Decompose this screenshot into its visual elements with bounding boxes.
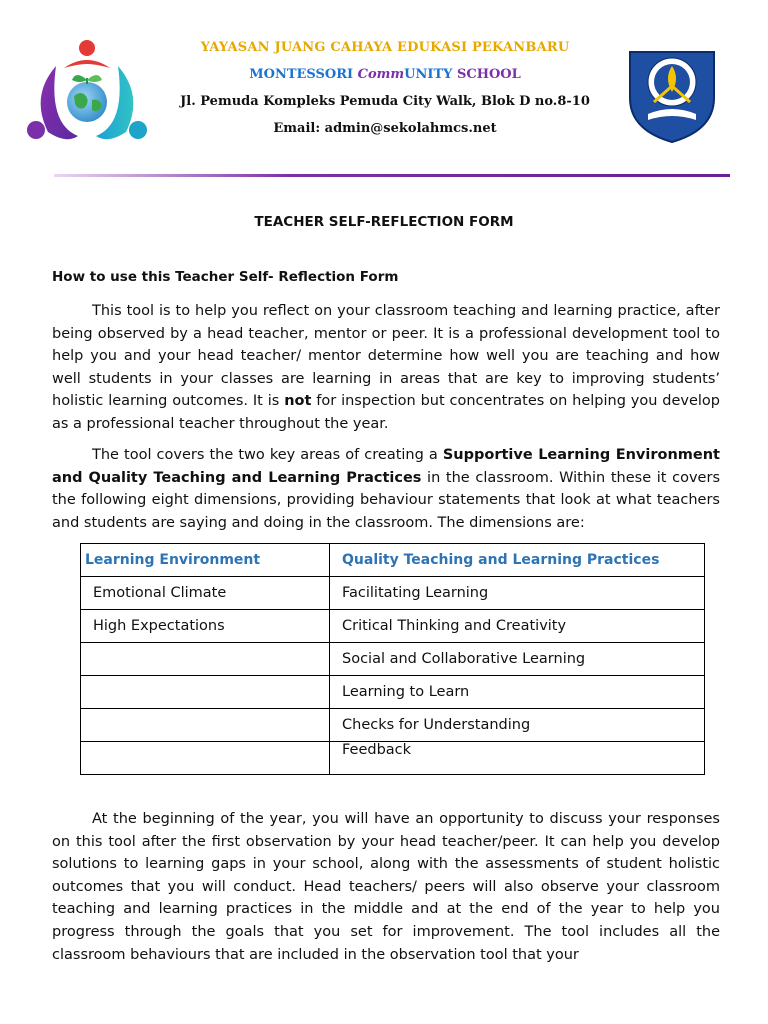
paragraph-intro: This tool is to help you reflect on your classroom teaching and learning practice, after being observed by a head teacher, mentor or peer. It is a professional development tool to help you and your head teacher/ mentor determine how well you are teaching and how well students in your classes are learning in areas that are key to improving students’ holistic learning outcomes. It is not for inspection but concentrates on helping you develop as a professional teacher throughout the year.: [52, 303, 720, 432]
table-cell: Facilitating Learning: [330, 577, 705, 610]
table-row: [81, 676, 705, 709]
table-cell: [81, 742, 330, 775]
header-divider: [54, 174, 730, 177]
paragraph-observation: At the beginning of the year, you will have an opportunity to discuss your responses on this tool after the first observation by your head teacher/peer. It can help you develop solutions to learning gaps in your school, along with the assessments of student holistic outcomes that you will conduct. Head teachers/ peers will also observe your classroom teaching and learning practices in the middle and at the end of the year to help you progress through the goals that you set for improvement. The tool includes all the classroom behaviours that are included in the observation tool that your: [52, 811, 720, 963]
organization-name: YAYASAN JUANG CAHAYA EDUKASI PEKANBARU: [200, 40, 570, 55]
table-cell: Emotional Climate: [81, 577, 330, 610]
page-title: TEACHER SELF-REFLECTION FORM: [254, 214, 514, 230]
tut-wuri-handayani-seal-icon: [620, 42, 724, 146]
table-cell: Critical Thinking and Creativity: [330, 610, 705, 643]
paragraph-key-areas: The tool covers the two key areas of creating a Supportive Learning Environment and Quality Teaching and Learning Practices in the classroom. Within these it covers the following eight dimensions, providing behaviour statements that look at what teachers and students are saying and doing in the classroom. The dimensions are:: [52, 447, 720, 531]
table-row: [81, 742, 705, 775]
table-cell: [81, 643, 330, 676]
table-cell: [81, 676, 330, 709]
table-cell: High Expectations: [81, 610, 330, 643]
dimensions-table: [80, 543, 705, 775]
column-header: Learning Environment: [81, 544, 330, 577]
community-logo-icon: [26, 40, 148, 152]
table-row: [81, 643, 705, 676]
letterhead: [150, 38, 620, 146]
table-cell: Feedback: [330, 742, 705, 775]
ministry-seal: [620, 42, 724, 146]
table-cell: Learning to Learn: [330, 676, 705, 709]
table-row: [81, 577, 705, 610]
school-address: Jl. Pemuda Kompleks Pemuda City Walk, Blok D no.8-10: [180, 94, 590, 109]
table-row: [81, 610, 705, 643]
table-cell: Social and Collaborative Learning: [330, 643, 705, 676]
table-cell: [81, 709, 330, 742]
school-name: MONTESSORI CommUNITY SCHOOL: [249, 67, 521, 82]
school-email: Email: admin@sekolahmcs.net: [273, 121, 497, 136]
section-heading: How to use this Teacher Self- Reflection Form: [52, 269, 399, 285]
table-row: [81, 709, 705, 742]
table-header-row: [81, 544, 705, 577]
school-logo: [26, 40, 148, 152]
column-header: Quality Teaching and Learning Practices: [330, 544, 705, 577]
table-cell: Checks for Understanding: [330, 709, 705, 742]
